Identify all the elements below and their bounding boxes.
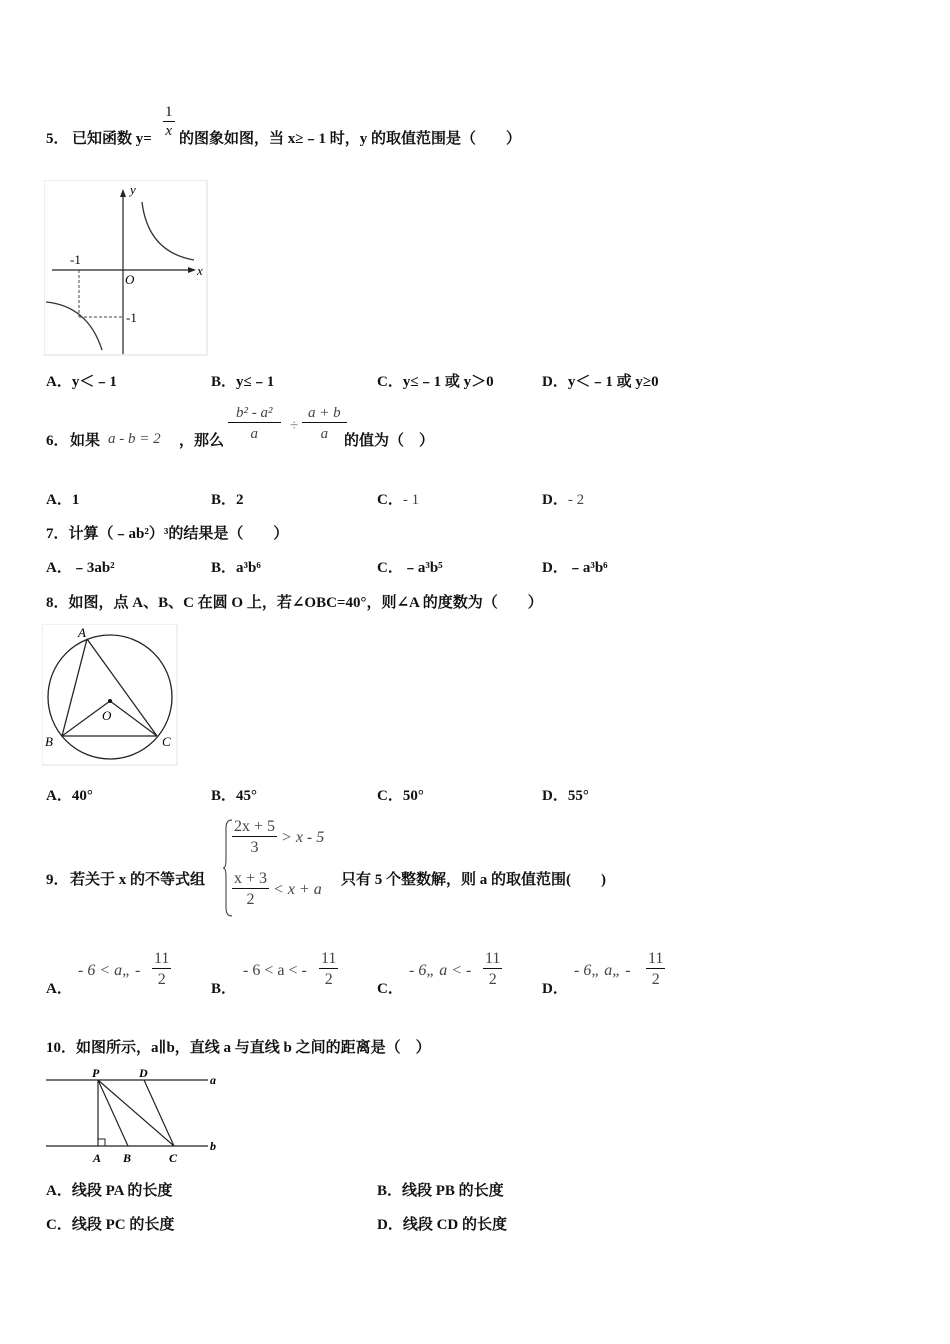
q6-option-a[interactable] [46,488,79,509]
q6-number: 6． [46,433,69,449]
q10-label-line-b: b [210,1139,216,1153]
q6-option-b-letter: B． [211,492,237,508]
q10-segment-dc [144,1080,174,1146]
q8-label-b: B [45,734,53,749]
q9-ineq2-frac [232,870,269,911]
q10-text: 如图所示，a∥b，直线 a 与直线 b 之间的距离是（ ） [76,1040,431,1056]
q9-lead: 若关于 x 的不等式组 [70,872,206,888]
q5-label-origin: O [125,272,135,287]
q9-option-b-frac [319,950,338,991]
q8-label-a: A [78,625,86,640]
q8-circle-figure [42,624,178,766]
q5-option-c-text: y≤﹣1 或 y＞0 [402,374,494,390]
q6-option-b-text: 2 [236,492,244,508]
q5-curve-q1 [142,202,194,260]
q6-option-d-letter: D． [542,492,568,508]
q7-text: 计算（﹣ab²）³的结果是（ ） [68,526,289,542]
q10-label-b: B [123,1151,132,1165]
q10-segment-pc [98,1080,174,1146]
q8-option-d-text: 55° [567,788,589,804]
q6-option-d[interactable] [542,488,584,509]
q9-option-b[interactable] [211,950,361,998]
q5-lead: 已知函数 y= [72,131,152,147]
q5-frac-num: 1 [165,104,173,120]
q8-option-a-letter: A． [46,788,72,804]
q5-fraction [163,103,175,140]
q8-option-c[interactable] [377,784,424,805]
q9-option-b-num: 11 [321,950,337,967]
q7-option-c[interactable] [377,556,443,577]
q7-option-c-letter: C． [377,560,403,576]
q8-option-d-letter: D． [542,788,568,804]
q10-option-b-letter: B． [377,1183,403,1199]
q8-stem [46,591,543,612]
q6-tail: 的值为（ ） [344,433,435,449]
q7-option-d-text: ﹣a³b⁶ [567,560,608,576]
q5-option-a[interactable] [46,370,117,391]
q6-option-c-text: - 1 [402,492,420,508]
q5-option-d[interactable] [542,370,659,391]
q6-frac2-den: a [320,426,329,442]
q9-ineq1-den: 3 [250,839,259,856]
q7-option-b[interactable] [211,556,261,577]
q5-y-arrow [120,189,126,197]
q8-option-a[interactable] [46,784,93,805]
q10-number: 10． [46,1040,77,1056]
q5-x-arrow [188,267,196,273]
q10-option-b-text: 线段 PB 的长度 [402,1183,504,1199]
q5-option-d-letter: D． [542,374,568,390]
q8-label-o: O [102,708,112,723]
q9-inequality-2 [232,870,322,911]
q10-option-d[interactable] [377,1213,507,1234]
q6-condition: a - b = 2 [108,431,161,447]
q9-ineq1-rhs: > x - 5 [281,829,325,847]
q9-option-b-letter: B． [211,981,237,997]
q8-option-a-text: 40° [71,788,93,804]
q7-option-a-letter: A． [46,560,72,576]
q7-option-b-letter: B． [211,560,237,576]
q5-label-y: y [130,182,136,197]
q9-option-d-frac [646,950,665,991]
q6-option-a-text: 1 [71,492,80,508]
q6-option-d-text: - 2 [567,492,585,508]
q9-inequality-1 [232,818,324,859]
q7-option-a-text: ﹣3ab² [71,560,115,576]
q10-label-a: A [93,1151,102,1165]
q5-option-b-text: y≤﹣1 [236,374,275,390]
q9-number: 9． [46,872,69,888]
q5-graph-border [44,180,207,355]
q9-option-b-den: 2 [324,971,333,988]
q5-option-b-letter: B． [211,374,237,390]
q6-option-c[interactable] [377,488,419,509]
q6-divide-op: ÷ [290,418,299,434]
q9-option-d[interactable] [542,950,692,998]
q10-label-d: D [139,1066,148,1080]
q5-option-a-text: y＜﹣1 [71,374,117,390]
q9-ineq1-num: 2x + 5 [234,818,276,835]
q9-option-c-expr: - 6„ a < - [409,962,472,979]
q9-ineq1-frac [232,818,277,859]
q9-option-d-num: 11 [648,950,664,967]
q6-fraction-1 [228,404,281,445]
q5-option-c-letter: C． [377,374,403,390]
q8-option-c-text: 50° [402,788,424,804]
q9-ineq2-den: 2 [246,891,255,908]
q5-label-neg1-y: -1 [126,310,137,325]
q8-option-b-letter: B． [211,788,237,804]
q10-label-c: C [169,1151,178,1165]
q10-parallel-figure [44,1064,224,1168]
q9-option-c-den: 2 [488,971,497,988]
q6-frac1-num: b² - a² [228,404,281,423]
q8-option-c-letter: C． [377,788,403,804]
q8-option-d[interactable] [542,784,589,805]
q9-option-a-den: 2 [157,971,166,988]
q6-frac2-num: a + b [302,404,347,423]
q9-option-a-num: 11 [154,950,170,967]
q9-option-c-num: 11 [485,950,501,967]
q8-circle [48,635,172,759]
q7-option-d[interactable] [542,556,608,577]
q10-option-c-text: 线段 PC 的长度 [71,1217,175,1233]
q8-chord-ac [87,639,157,736]
q5-tail: 的图象如图，当 x≥﹣1 时，y 的取值范围是（ ） [179,131,521,147]
q9-option-c-letter: C． [377,981,403,997]
q9-tail: 只有 5 个整数解，则 a 的取值范围( ) [341,872,606,888]
q6-stem [46,404,466,454]
q7-option-a[interactable] [46,556,115,577]
q5-option-a-letter: A． [46,374,72,390]
q6-lead: 如果 [70,433,101,449]
q7-stem [46,522,288,543]
q6-option-b[interactable] [211,488,244,509]
q6-mid: ，那么 [179,433,225,449]
q8-number: 8． [46,595,69,611]
q7-option-b-text: a³b⁶ [236,560,261,576]
q9-ineq2-num: x + 3 [234,870,268,887]
q10-option-d-letter: D． [377,1217,403,1233]
q8-option-b[interactable] [211,784,257,805]
q10-stem [46,1036,431,1057]
q5-label-neg1-x: -1 [70,252,81,267]
q5-option-b[interactable] [211,370,274,391]
q9-option-b-expr: - 6 < a < - [243,962,307,979]
q10-option-c[interactable] [46,1213,174,1234]
q5-curve-q3 [46,302,102,350]
q9-option-a-letter: A． [46,981,72,997]
q5-frac-den: x [165,123,173,139]
q10-option-a-letter: A． [46,1183,72,1199]
q7-option-c-text: ﹣a³b⁵ [402,560,443,576]
q7-option-d-letter: D． [542,560,568,576]
q8-option-b-text: 45° [236,788,258,804]
q9-option-a-frac [152,950,171,991]
q10-option-a[interactable] [46,1179,172,1200]
q10-label-line-a: a [210,1073,216,1087]
q9-ineq2-rhs: < x + a [273,881,322,899]
q5-number: 5． [46,131,69,147]
q10-right-angle-mark [98,1139,105,1146]
q10-label-p: P [92,1066,100,1080]
q10-option-c-letter: C． [46,1217,72,1233]
q6-option-c-letter: C． [377,492,403,508]
q9-option-a[interactable] [46,950,196,998]
q8-label-c: C [162,734,171,749]
q8-figure-border [42,624,177,765]
q5-option-c[interactable] [377,370,494,391]
q8-radius-oc [110,701,157,736]
q9-option-d-expr: - 6„ a„ - [574,962,631,979]
q10-segment-pb [98,1080,128,1146]
q6-option-a-letter: A． [46,492,72,508]
q9-brace-path [223,820,232,916]
q9-option-c[interactable] [377,950,527,998]
q10-option-b[interactable] [377,1179,504,1200]
q8-center-dot [108,699,112,703]
q7-number: 7． [46,526,69,542]
q6-frac1-den: a [250,426,258,442]
q9-option-d-den: 2 [651,971,660,988]
q5-graph [44,180,208,356]
q5-label-x: x [197,263,203,278]
q10-option-d-text: 线段 CD 的长度 [402,1217,508,1233]
q9-option-d-letter: D． [542,981,568,997]
q9-option-c-frac [483,950,502,991]
q5-option-d-text: y＜﹣1 或 y≥0 [567,374,659,390]
q8-text: 如图，点 A、B、C 在圆 O 上，若∠OBC=40°，则∠A 的度数为（ ） [68,595,543,611]
q6-fraction-2 [302,404,347,445]
q9-option-a-expr: - 6 < a„ - [78,962,141,979]
q10-option-a-text: 线段 PA 的长度 [71,1183,173,1199]
